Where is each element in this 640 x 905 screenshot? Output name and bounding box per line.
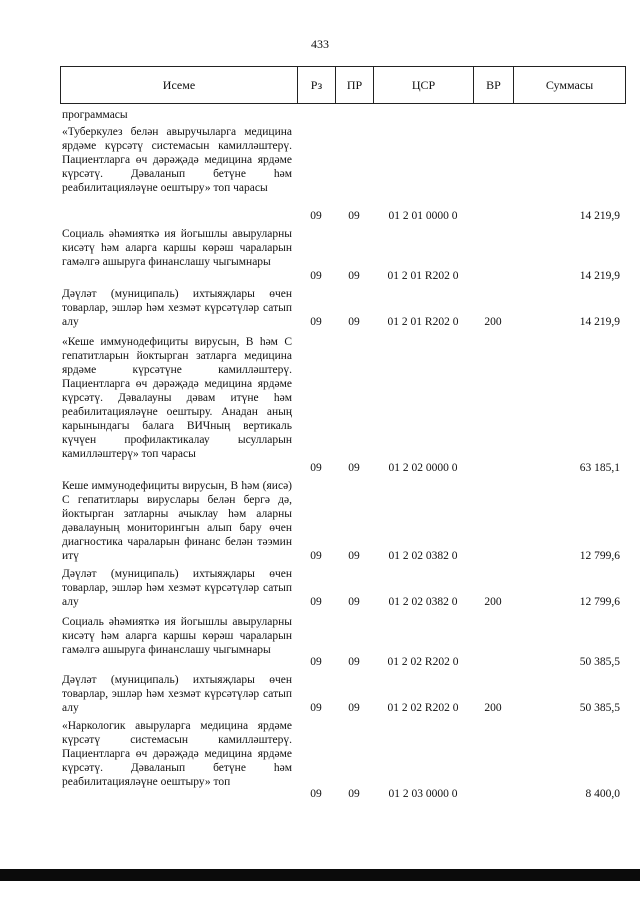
row-name: «Кеше иммунодефициты вирусын, В һәм С гепатитларын йоктырган затларга медицина ярдәме күрсәтүне камилләштерү. Пациентларга өч дәрәҗәдә медицина ярдәме күрсәтү. Дәвалауны дәвам итүне һәм реабилитацияләүне оештыру. Анадан аның карынындагы балага ВИЧның вертикаль күчүен профилактикалау ысулларын камилләштерү» топ чарасы: [62, 336, 292, 460]
row-name: Социаль әһәмияткә ия йогышлы авыруларны кисәтү һәм аларга каршы көрәш чараларын гамәлгә ашыруга финанслашу чыгымнары: [62, 228, 292, 268]
row-csr: 01 2 03 0000 0: [388, 788, 458, 800]
row-rz: 09: [310, 316, 322, 328]
page-number: 433: [311, 37, 329, 51]
row-sum: 14 219,9: [579, 270, 620, 282]
row-rz: 09: [310, 210, 322, 222]
header-vr: ВР: [473, 67, 513, 103]
row-pr: 09: [348, 210, 360, 222]
row-sum: 14 219,9: [579, 316, 620, 328]
row-sum: 12 799,6: [579, 596, 620, 608]
row-sum: 8 400,0: [585, 788, 620, 800]
continuation-text: программасы: [62, 109, 128, 121]
row-vr: 200: [484, 596, 502, 608]
row-name: Дәүләт (муниципаль) ихтыяҗлары өчен товарлар, эшләр һәм хезмәт күрсәтүләр сатып алу: [62, 568, 292, 608]
row-vr: 200: [484, 316, 502, 328]
row-sum: 12 799,6: [579, 550, 620, 562]
row-vr: 200: [484, 702, 502, 714]
row-rz: 09: [310, 462, 322, 474]
scan-edge-bar: [0, 869, 640, 881]
row-sum: 50 385,5: [579, 656, 620, 668]
row-sum: 50 385,5: [579, 702, 620, 714]
row-csr: 01 2 02 R202 0: [387, 656, 459, 668]
row-pr: 09: [348, 788, 360, 800]
row-pr: 09: [348, 462, 360, 474]
row-name: «Туберкулез белән авыручыларга медицина ярдәме күрсәтү системасын камилләштерү. Пациентларга өч дәрәҗәдә медицина ярдәме күрсәтү. Дәваланып бетүне һәм реабилитацияләүне оештыру» топ чарасы: [62, 126, 292, 194]
row-csr: 01 2 01 R202 0: [387, 270, 459, 282]
row-name: Кеше иммунодефициты вирусын, В һәм (яисә) С гепатитлары вируслары белән бергә дә, йоктырган затларны ачыклау һәм аларны дәвалауның мониторингын алып бару өчен диагностика чараларын финанс белән тәэмин итү: [62, 480, 292, 562]
header-pr: ПР: [335, 67, 373, 103]
row-pr: 09: [348, 270, 360, 282]
row-pr: 09: [348, 550, 360, 562]
row-csr: 01 2 02 0000 0: [388, 462, 458, 474]
row-rz: 09: [310, 550, 322, 562]
row-rz: 09: [310, 270, 322, 282]
row-rz: 09: [310, 702, 322, 714]
row-name: «Наркологик авыруларга медицина ярдәме күрсәтү системасын камилләштерү. Пациентларга өч дәрәҗәдә медицина ярдәме күрсәтү. Дәваланып бетүне һәм реабилитацияләүне оештыру» топ: [62, 720, 292, 788]
row-name: Дәүләт (муниципаль) ихтыяҗлары өчен товарлар, эшләр һәм хезмәт күрсәтүләр сатып алу: [62, 288, 292, 328]
row-rz: 09: [310, 788, 322, 800]
row-csr: 01 2 02 0382 0: [388, 596, 458, 608]
row-sum: 14 219,9: [579, 210, 620, 222]
row-pr: 09: [348, 702, 360, 714]
header-name: Исеме: [162, 77, 196, 92]
row-csr: 01 2 02 0382 0: [388, 550, 458, 562]
row-rz: 09: [310, 656, 322, 668]
table-header: [60, 66, 626, 104]
header-csr: ЦСР: [373, 67, 473, 103]
row-pr: 09: [348, 316, 360, 328]
row-rz: 09: [310, 596, 322, 608]
row-sum: 63 185,1: [579, 462, 620, 474]
row-pr: 09: [348, 656, 360, 668]
row-name: Дәүләт (муниципаль) ихтыяҗлары өчен товарлар, эшләр һәм хезмәт күрсәтүләр сатып алу: [62, 674, 292, 714]
row-pr: 09: [348, 596, 360, 608]
row-name: Социаль әһәмияткә ия йогышлы авыруларны кисәтү һәм аларга каршы көрәш чараларын гамәлгә ашыруга финанслашу чыгымнары: [62, 616, 292, 656]
row-csr: 01 2 02 R202 0: [387, 702, 459, 714]
header-rz: Рз: [297, 67, 335, 103]
row-csr: 01 2 01 0000 0: [388, 210, 458, 222]
header-sum: Суммасы: [513, 67, 625, 103]
row-csr: 01 2 01 R202 0: [387, 316, 459, 328]
